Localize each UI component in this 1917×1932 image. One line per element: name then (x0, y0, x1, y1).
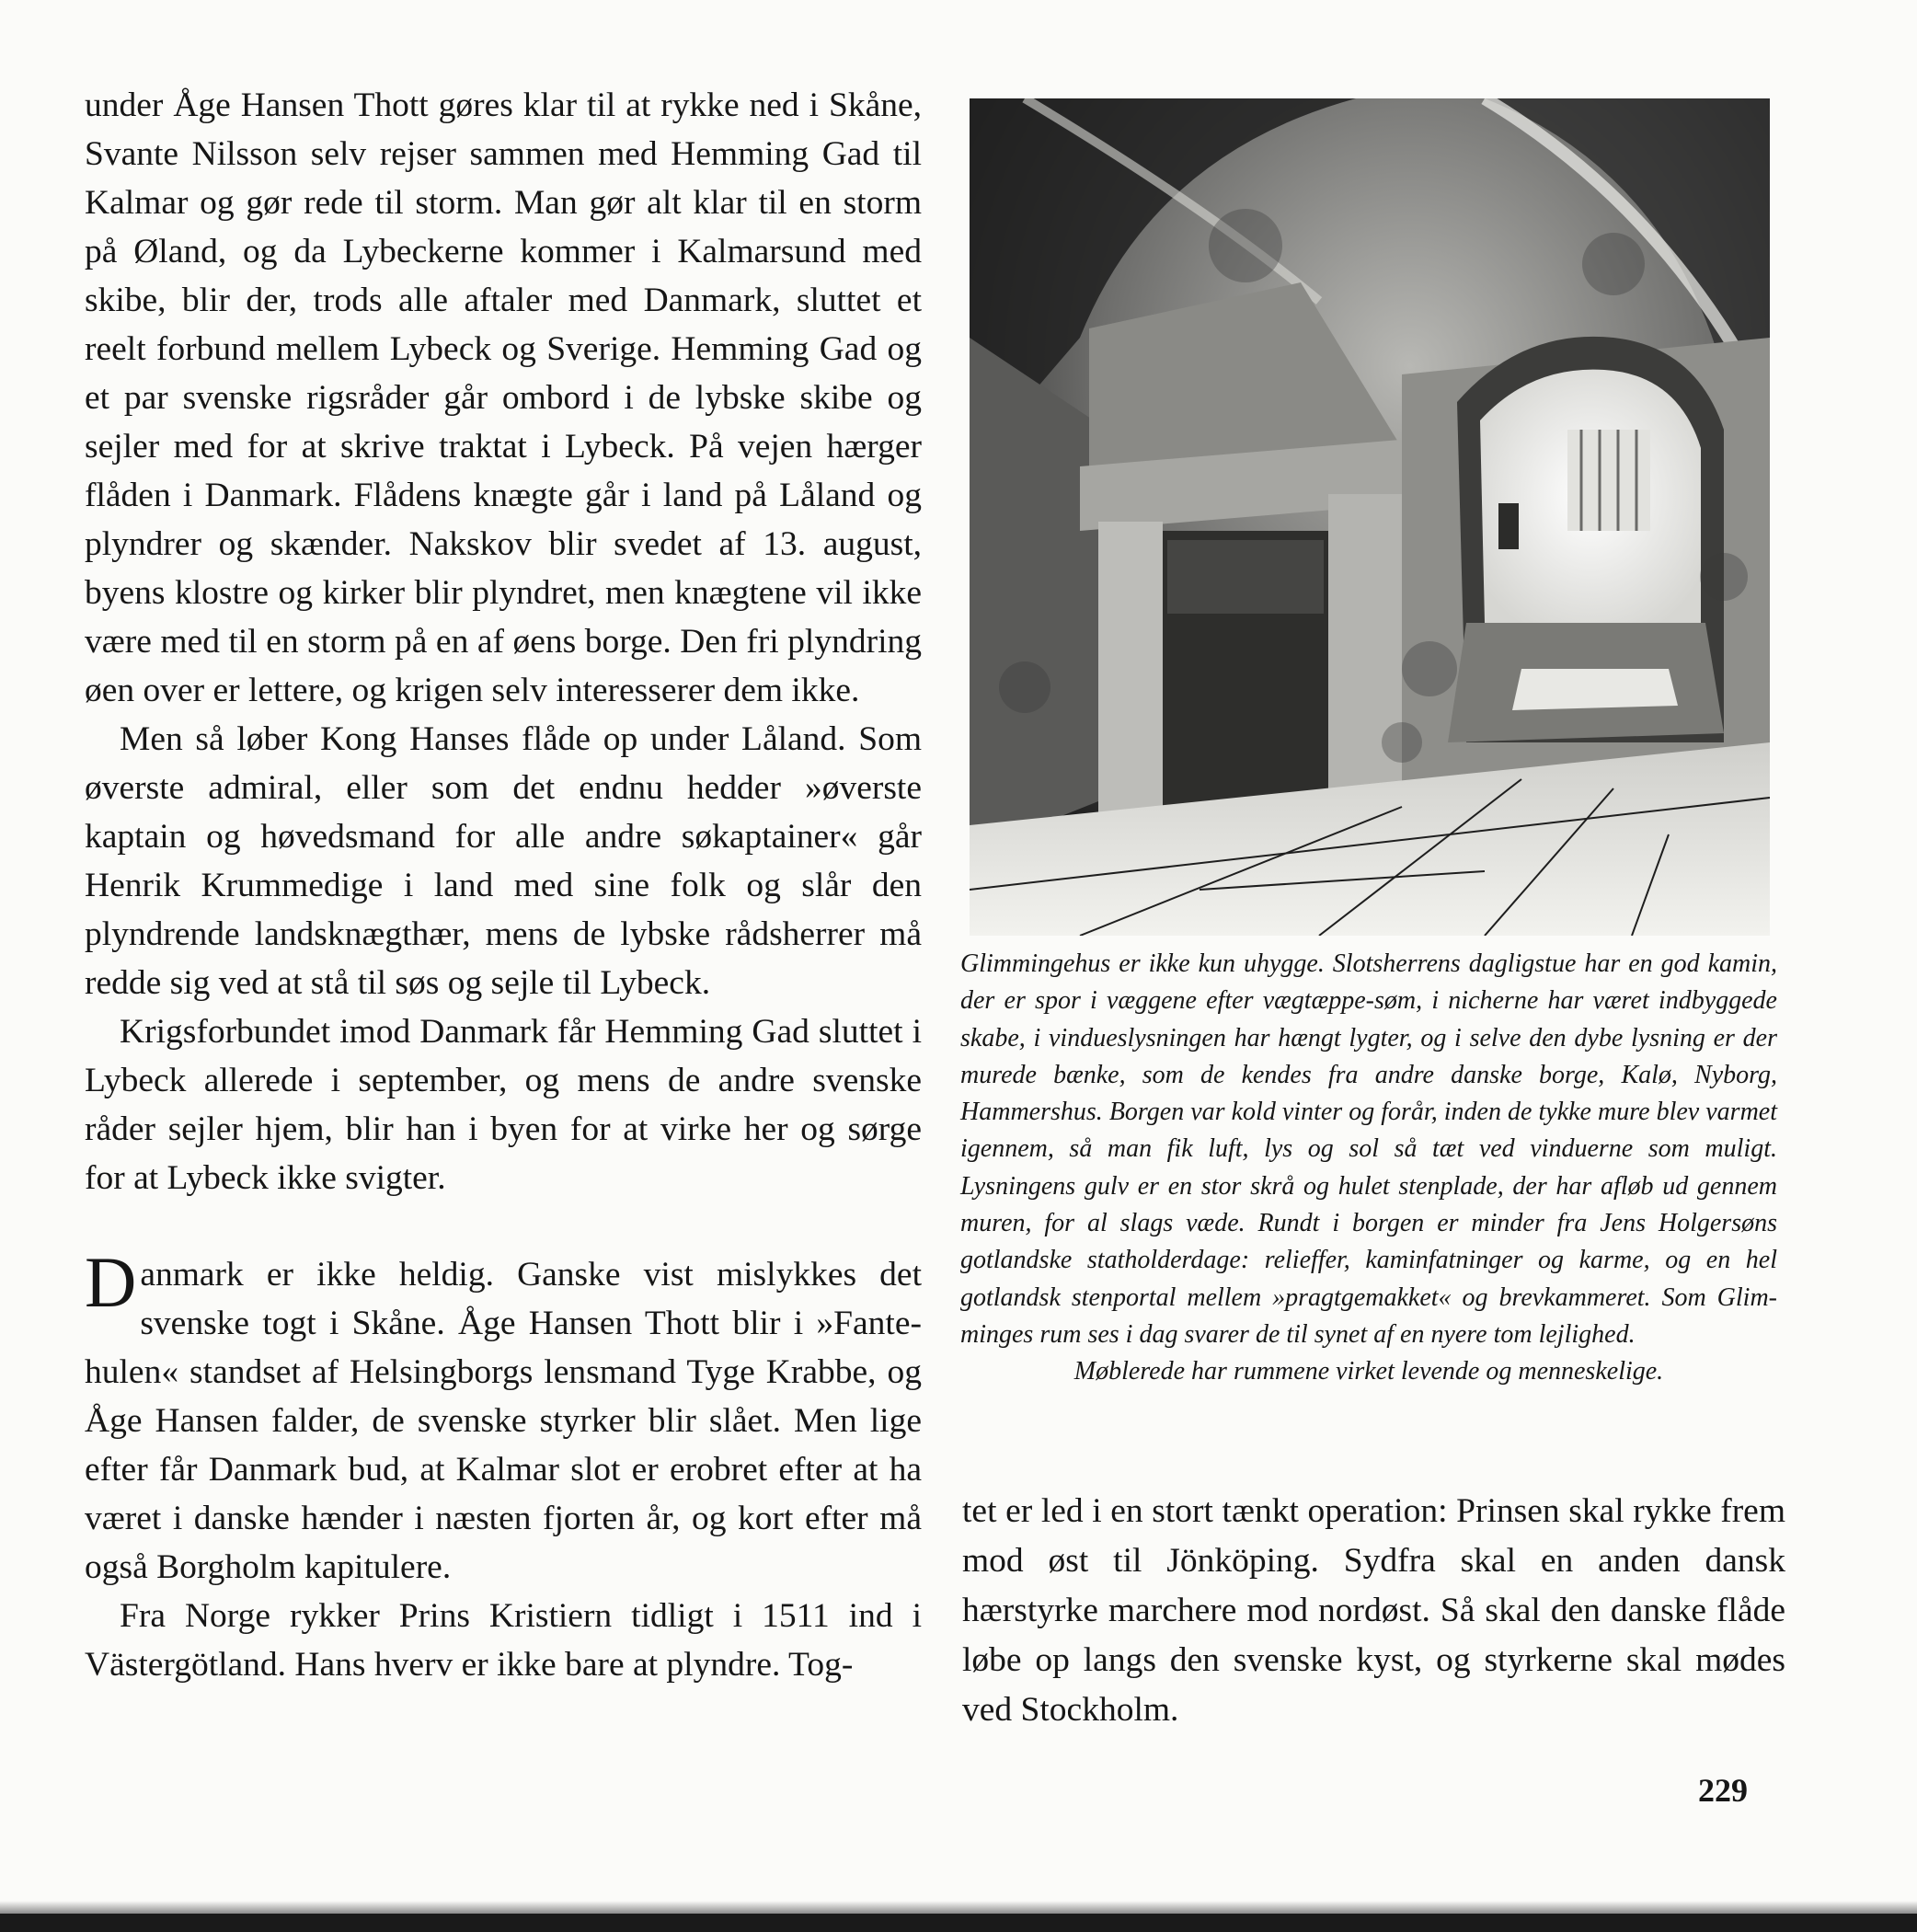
castle-room-photo (970, 98, 1770, 936)
right-paragraph: tet er led i en stort tænkt operation: Prinsen skal rykke frem mod øst til Jönköping. Sydfra skal en anden dansk hærstyrke marchere mod nordøst. Så skal den danske flåde løbe op langs den svenske kyst, og styrkerne skal mødes ved Stockholm. (962, 1492, 1785, 1729)
left-text-column (85, 81, 922, 1689)
paragraph-1: under Åge Hansen Thott gøres klar til at rykke ned i Skåne, Svante Nilsson selv rejser sammen med Hemming Gad til Kalmar og gør rede til storm. Man gør alt klar til en storm på Øland, og da Lybeckerne kommer i Kalmarsund med skibe, blir der, trods alle aftaler med Danmark, sluttet et reelt forbund mellem Lybeck og Sverige. Hemming Gad og et par svenske rigsråder går ombord i de lybske skibe og sejler med for at skrive traktat i Lybeck. På vejen hærger flåden i Danmark. Flådens knægte går i land på Låland og plyndrer og skænder. Nakskov blir svedet af 13. august, byens klostre og kirker blir plyndret, men knægtene vil ikke være med til en storm på en af øens borge. Den fri plyndring øen over er lettere, og krigen selv interesserer dem ikke. (85, 86, 922, 709)
paragraph-3: Krigsforbundet imod Danmark får Hemming Gad sluttet i Lybeck allerede i september, og mens de andre svenske råder sejler hjem, blir han i byen for at virke her og sørge for at Lybeck ikke svigter. (85, 1013, 922, 1197)
right-text-column (962, 1487, 1785, 1735)
section-2-text: anmark er ikke heldig. Ganske vist mislykkes det svenske togt i Skåne. Åge Hansen Thott blir i »Fantehulen« standset af Helsingborgs lensmand Tyge Krabbe, og Åge Hansen falder, de svenske styrker blir slået. Men lige efter får Danmark bud, at Kalmar slot er erobret efter at ha været i danske hænder i næsten fjorten år, og kort efter må også Borgholm kapitulere. (85, 1256, 922, 1586)
photo-illustration (970, 98, 1770, 936)
page-bottom-edge (0, 1914, 1917, 1932)
paragraph-5: Fra Norge rykker Prins Kristiern tidligt i 1511 ind i Västergötland. Hans hverv er ikke bare at plyndre. Tog- (85, 1597, 922, 1684)
page-bottom-shadow (0, 1901, 1917, 1914)
drop-cap: D (85, 1242, 137, 1322)
paragraph-2: Men så løber Kong Hanses flåde op under Låland. Som øverste admiral, eller som det endnu hedder »øverste kaptain og høvedsmand for alle andre søkaptainer« går Henrik Krummedige i land med sine folk og slår den plyndrende landsknægthær, mens de lybske rådsherrer må redde sig ved at stå til søs og sejle til Lybeck. (85, 720, 922, 1002)
caption-last-line: Møblerede har rummene virket levende og menneskelige. (1073, 1357, 1664, 1386)
section-break (85, 1202, 922, 1250)
photo-caption (960, 946, 1777, 1391)
page-number: 229 (1698, 1772, 1748, 1809)
section-2-opening (85, 1242, 922, 1592)
caption-text: Glimmingehus er ikke kun uhygge. Slotsherrens dagligstue har en god kamin, der er spor i væggene efter vægtæppe-søm, i nicherne har været indbyggede skabe, i vindueslysningen har hængt lygter, og i selve den dybe lysning er der murede bænke, som de kendes fra andre danske borge, Kalø, Nyborg, Hammershus. Borgen var kold vinter og forår, inden de tykke mure blev varmet igennem, så man fik luft, lys og sol så tæt ved vinduerne som muligt. Lysningens gulv er en stor skrå og hulet stenplade, der har afløb ud gennem muren, for al slags væde. Rundt i borgen er minder fra Jens Holgersøns gotlandske statholderdage: relieffer, kaminfatninger og karme, og en hel gotlandsk stenportal mellem »pragtgemakket« og brevkammeret. Som Glimminges rum ses i dag svarer de til synet af en nyere tom lejlighed. (960, 949, 1777, 1349)
